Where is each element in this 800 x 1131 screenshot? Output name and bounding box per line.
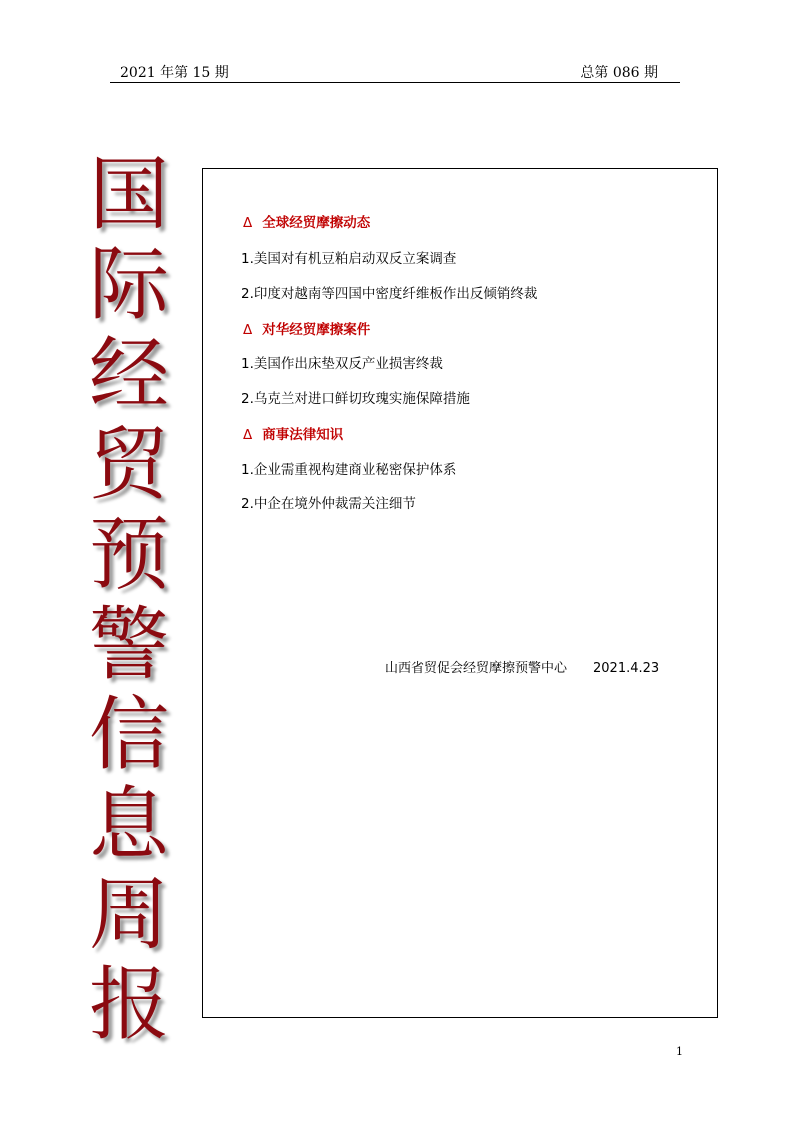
contents-box	[202, 168, 718, 1018]
contents-item[interactable]: 1.美国作出床垫双反产业损害终裁	[241, 356, 443, 372]
contents-item[interactable]: 1.企业需重视构建商业秘密保护体系	[241, 462, 457, 478]
contents-item[interactable]: 2.乌克兰对进口鲜切玫瑰实施保障措施	[241, 391, 470, 407]
section-heading	[243, 211, 370, 231]
section-heading	[243, 318, 370, 338]
contents-item[interactable]: 1.美国对有机豆粕启动双反立案调查	[241, 251, 457, 267]
issuer-organization: 山西省贸促会经贸摩擦预警中心	[385, 661, 568, 676]
issuer-line	[385, 657, 659, 676]
page-number: 1	[676, 1045, 683, 1058]
vertical-title	[74, 150, 184, 1050]
section-heading-label: 全球经贸摩擦动态	[262, 215, 371, 231]
triangle-icon: Δ	[243, 322, 253, 338]
title-char: 信	[89, 688, 169, 781]
contents-item[interactable]: 2.印度对越南等四国中密度纤维板作出反倾销终裁	[241, 286, 538, 302]
title-char: 国	[89, 148, 169, 241]
issue-number: 2021 年第 15 期	[120, 65, 229, 81]
title-char: 周	[89, 868, 169, 961]
title-char: 预	[89, 508, 169, 601]
total-issue-number: 总第 086 期	[580, 65, 658, 81]
section-heading-label: 商事法律知识	[262, 427, 344, 443]
title-char: 警	[89, 598, 169, 691]
triangle-icon: Δ	[243, 427, 253, 443]
title-char: 际	[89, 238, 169, 331]
title-char: 经	[89, 328, 169, 421]
title-char: 报	[89, 958, 169, 1051]
page-header	[110, 60, 680, 83]
contents-item[interactable]: 2.中企在境外仲裁需关注细节	[241, 496, 416, 512]
triangle-icon: Δ	[243, 215, 253, 231]
issue-date: 2021.4.23	[593, 661, 660, 676]
title-char: 息	[89, 778, 169, 871]
section-heading-label: 对华经贸摩擦案件	[262, 322, 371, 338]
section-heading	[243, 423, 343, 443]
title-char: 贸	[89, 418, 169, 511]
